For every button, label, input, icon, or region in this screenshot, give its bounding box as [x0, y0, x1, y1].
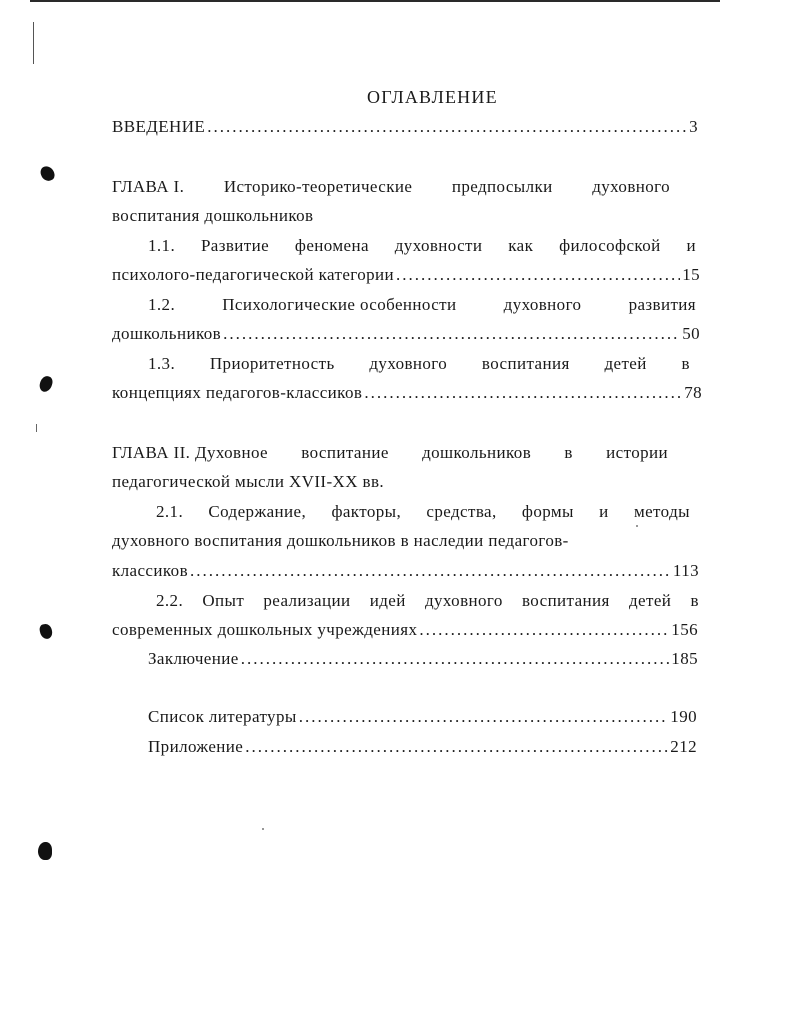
section-word: Приоритетность: [209, 354, 335, 373]
heading-word: дошкольников: [422, 443, 532, 462]
section-word: в: [681, 354, 690, 373]
toc-entry-2-2[interactable]: [156, 591, 699, 611]
toc-title: ОГЛАВЛЕНИЕ: [367, 87, 498, 107]
toc-page-number: 212: [670, 737, 697, 756]
heading-word: предпосылки: [451, 177, 553, 196]
toc-page-number: 156: [671, 620, 698, 639]
toc-label: Список литературы: [148, 707, 297, 726]
toc-entry-1-1[interactable]: [148, 236, 696, 256]
toc-label: современных дошкольных учреждениях: [112, 620, 418, 639]
chapter-2-heading[interactable]: [112, 443, 668, 463]
section-number: 1.2.: [148, 295, 176, 314]
scan-speck: [636, 525, 638, 527]
toc-page-number: 50: [682, 324, 700, 343]
toc-page-number: 78: [684, 383, 702, 402]
section-word: философской: [559, 236, 661, 255]
section-word: духовности: [394, 236, 483, 255]
section-number: 2.2.: [156, 591, 184, 610]
toc-entry-2-1-line2: духовного воспитания дошкольников в наследии педагогов-: [112, 531, 569, 550]
section-word: Развитие: [200, 236, 270, 255]
heading-word: ГЛАВА II. Духовное: [112, 443, 268, 462]
dot-leader: [419, 620, 669, 640]
chapter-1-heading-cont: воспитания дошкольников: [112, 206, 314, 225]
section-word: детей: [629, 591, 672, 610]
toc-entry-conclusion[interactable]: [148, 649, 698, 669]
section-word: средства,: [426, 502, 497, 521]
heading-word: Историко-теоретические: [223, 177, 413, 196]
section-word: реализации: [263, 591, 351, 610]
section-word: и: [686, 236, 696, 255]
toc-entry-1-3-tail[interactable]: [112, 383, 702, 403]
section-word: как: [508, 236, 534, 255]
section-word: методы: [633, 502, 690, 521]
section-word: Опыт: [202, 591, 245, 610]
toc-page-number: 3: [689, 117, 698, 136]
heading-word: духовного: [592, 177, 670, 196]
heading-word: ГЛАВА I.: [112, 177, 185, 196]
dot-leader: [207, 117, 687, 137]
toc-label: концепциях педагогов-классиков: [112, 383, 363, 402]
section-number: 2.1.: [156, 502, 184, 521]
toc-entry-2-2-tail[interactable]: [112, 620, 698, 640]
toc-page-number: 190: [670, 707, 697, 726]
section-word: духовного: [424, 591, 503, 610]
toc-label: Заключение: [148, 649, 239, 668]
binding-hole-mark: [38, 375, 54, 394]
binding-hole-mark: [38, 842, 52, 860]
toc-entry-appendix[interactable]: [148, 737, 697, 757]
heading-word: в: [564, 443, 573, 462]
toc-entry-1-3[interactable]: [148, 354, 690, 374]
dot-leader: [364, 383, 682, 403]
chapter-2-heading-cont: педагогической мысли XVII-XX вв.: [112, 472, 385, 491]
dot-leader: [241, 649, 670, 669]
toc-entry-1-2[interactable]: [148, 295, 696, 315]
binding-hole-mark: [39, 164, 56, 183]
scan-margin-mark: [36, 424, 37, 432]
section-word: факторы,: [331, 502, 402, 521]
section-word: воспитания: [481, 354, 570, 373]
heading-word: воспитание: [301, 443, 389, 462]
section-word: феномена: [294, 236, 369, 255]
section-word: идей: [369, 591, 406, 610]
section-word: Содержание,: [208, 502, 307, 521]
dot-leader: [245, 737, 668, 757]
toc-entry-references[interactable]: [148, 707, 697, 727]
section-word: развития: [628, 295, 696, 314]
section-number: 1.1.: [148, 236, 176, 255]
toc-page-number: 185: [671, 649, 698, 668]
toc-entry-2-1[interactable]: [156, 502, 690, 522]
section-number: 1.3.: [148, 354, 176, 373]
top-border-line: [30, 0, 720, 2]
scan-margin-mark: [33, 22, 34, 64]
toc-label: дошкольников: [112, 324, 222, 343]
section-word: воспитания: [521, 591, 610, 610]
toc-label: ВВЕДЕНИЕ: [112, 117, 206, 136]
toc-entry-intro[interactable]: [112, 117, 698, 137]
dot-leader: [299, 707, 669, 727]
chapter-1-heading[interactable]: [112, 177, 670, 197]
dot-leader: [223, 324, 680, 344]
section-word: и: [599, 502, 609, 521]
toc-label: Приложение: [148, 737, 244, 756]
section-word: формы: [521, 502, 574, 521]
toc-page-number: 113: [672, 561, 699, 580]
section-word: детей: [604, 354, 647, 373]
toc-label: классиков: [112, 561, 188, 580]
toc-entry-1-2-tail[interactable]: [112, 324, 700, 344]
section-word: Психологические особенности: [222, 295, 457, 314]
dot-leader: [396, 265, 680, 285]
binding-hole-mark: [39, 623, 53, 640]
scan-speck: [262, 828, 264, 830]
section-word: в: [690, 591, 699, 610]
section-word: духовного: [369, 354, 448, 373]
dot-leader: [190, 561, 671, 581]
section-word: духовного: [503, 295, 582, 314]
toc-page-number: 15: [682, 265, 700, 284]
toc-entry-1-1-tail[interactable]: [112, 265, 700, 285]
toc-entry-2-1-tail[interactable]: [112, 561, 699, 581]
heading-word: истории: [606, 443, 668, 462]
toc-label: психолого-педагогической категории: [112, 265, 395, 284]
